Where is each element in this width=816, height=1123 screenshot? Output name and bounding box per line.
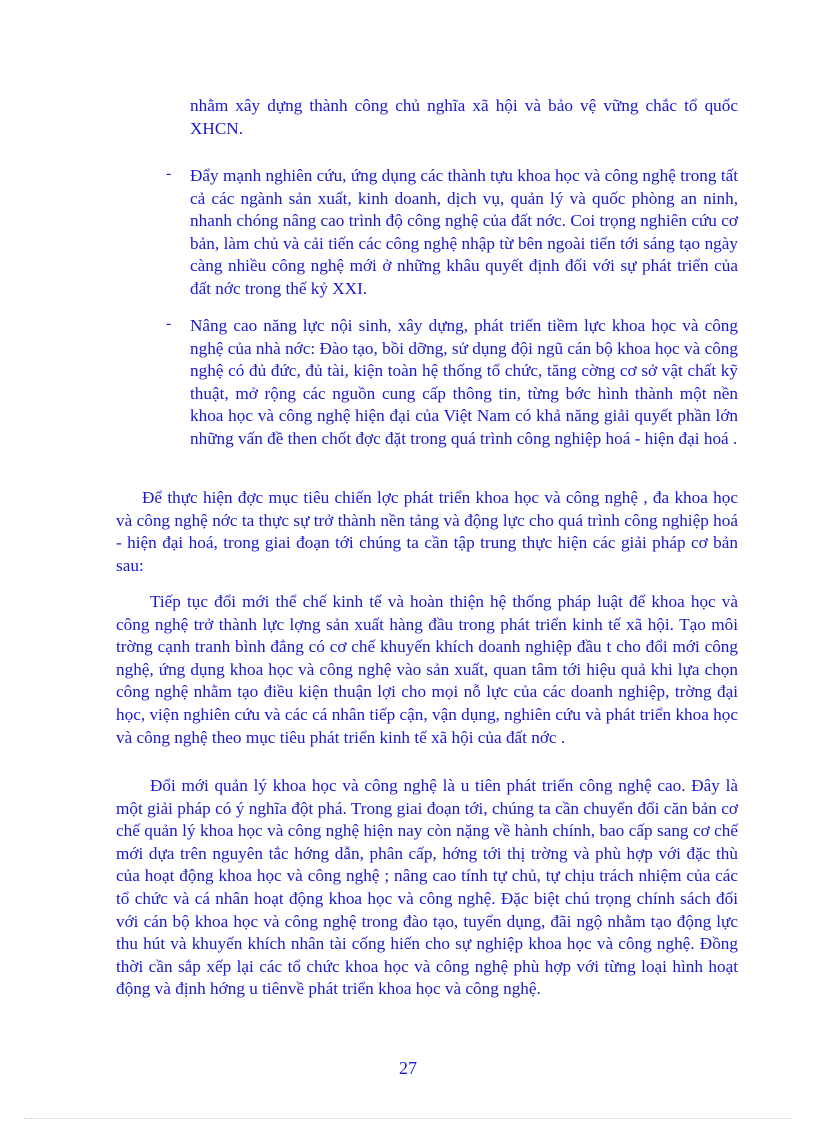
- page-number: 27: [399, 1058, 417, 1078]
- bullet-text: Đẩy mạnh nghiên cứu, ứng dụng các thành tựu khoa học và công nghệ trong tất cả các ngành sản xuất, kinh doanh, dịch vụ, quản lý và quốc phòng an ninh, nhanh chóng nâng cao trình độ công nghệ của đất nớc. Coi trọng nghiên cứu cơ bản, làm chủ và cải tiến các công nghệ nhập từ bên ngoài tiến tới sáng tạo ngày càng nhiều công nghệ mới ở những khâu quyết định đối với sự phát triển của đất nớc trong thế kỷ XXI.: [190, 166, 738, 298]
- page-bottom-divider: [24, 1118, 792, 1119]
- paragraph-2: Tiếp tục đổi mới thể chế kinh tế và hoàn thiện hệ thống pháp luật để khoa học và công nghệ trở thành lực lợng sản xuất hàng đầu trong phát triển kinh tế xã hội. Tạo môi trờng cạnh tranh bình đẳng có cơ chế khuyến khích doanh nghiệp đầu t cho đổi mới công nghệ, ứng dụng khoa học và công nghệ vào sản xuất, quan tâm tới hiệu quả khi lựa chọn công nghệ nhằm tạo điều kiện thuận lợi cho mọi nỗ lực của các doanh nghiệp, trờng đại học, viện nghiên cứu và các cá nhân tiếp cận, vận dụng, nghiên cứu và phát triển khoa học và công nghệ theo mục tiêu phát triển kinh tế xã hội của đất nớc .: [116, 592, 738, 747]
- paragraph-3: Đổi mới quản lý khoa học và công nghệ là u tiên phát triển công nghệ cao. Đây là một giải pháp có ý nghĩa đột phá. Trong giai đoạn tới, chúng ta cần chuyển đổi căn bản cơ chế quản lý khoa học và công nghệ hiện nay còn nặng về hành chính, bao cấp sang cơ chế mới dựa trên nguyên tắc hớng dẫn, phân cấp, hớng tới thị trờng và phù hợp với đặc thù của hoạt động khoa học và công nghệ ; nâng cao tính tự chủ, tự chịu trách nhiệm của các tổ chức và cá nhân hoạt động khoa học và công nghệ. Đặc biệt chú trọng chính sách đối với cán bộ khoa học và công nghệ trong đào tạo, tuyển dụng, đãi ngộ nhằm tạo động lực thu hút và khuyến khích nhân tài cống hiến cho sự nghiệp khoa học và công nghệ. Đồng thời cần sắp xếp lại các tổ chức khoa học và công nghệ phù hợp với từng loại hình hoạt động và định hớng u tiênvề phát triển khoa học và công nghệ.: [116, 776, 738, 999]
- paragraph-1: Để thực hiện đợc mục tiêu chiến lợc phát triển khoa học và công nghệ , đa khoa học và công nghệ nớc ta thực sự trở thành nền tảng và động lực cho quá trình công nghiệp hoá - hiện đại hoá, trong giai đoạn tới chúng ta cần tập trung thực hiện các giải pháp cơ bản sau:: [116, 488, 738, 575]
- bullet-text: Nâng cao năng lực nội sinh, xây dựng, phát triển tiềm lực khoa học và công nghệ của nhà nớc: Đào tạo, bồi dỡng, sử dụng đội ngũ cán bộ khoa học và công nghệ có đủ đức, đủ tài, kiện toàn hệ thống tổ chức, tăng cờng cơ sở vật chất kỹ thuật, mở rộng các nguồn cung cấp thông tin, từng bớc hình thành một nền khoa học và công nghệ hiện đại của Việt Nam có khả năng giải quyết phần lớn những vấn đề then chốt đợc đặt trong quá trình công nghiệp hoá - hiện đại hoá .: [190, 316, 738, 448]
- bullet-marker: -: [166, 165, 172, 182]
- bullet-marker: -: [166, 315, 172, 332]
- continuation-text: nhằm xây dựng thành công chủ nghĩa xã hội và bảo vệ vững chắc tổ quốc XHCN.: [190, 96, 738, 138]
